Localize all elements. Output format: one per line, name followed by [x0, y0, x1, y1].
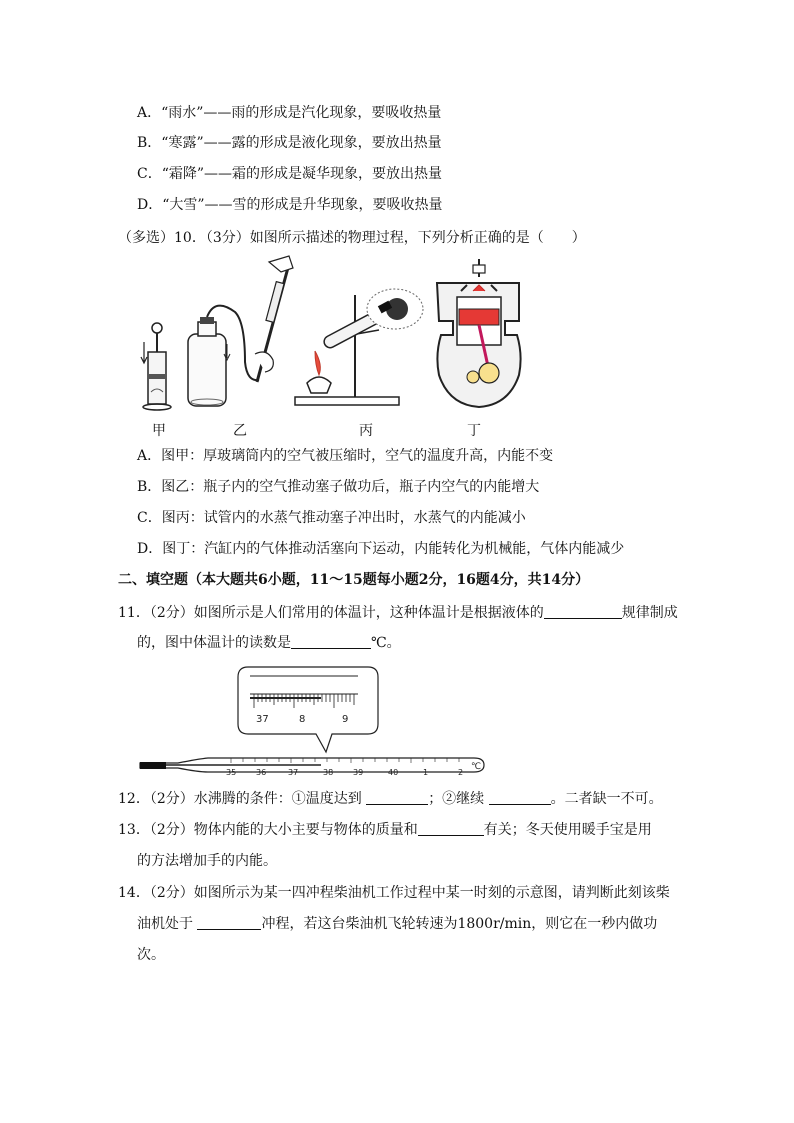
q11-line2 [137, 634, 401, 652]
q10-option-a: A．图甲：厚玻璃筒内的空气被压缩时，空气的温度升高，内能不变 [137, 448, 554, 464]
q12-line [118, 790, 663, 808]
scale-tick-1: 1 [423, 768, 429, 777]
q14-line3: 次。 [137, 947, 165, 963]
q11-line1 [118, 604, 678, 622]
q14-text-b1: 油机处于 [137, 916, 193, 932]
zoom-tick-37: 37 [256, 714, 269, 725]
q14-line1: 14．（2分）如图所示为某一四冲程柴油机工作过程中某一时刻的示意图，请判断此刻该柴 [118, 885, 670, 901]
q12-blank-1[interactable] [366, 790, 428, 805]
q13-line1 [118, 821, 652, 839]
q11-blank-1[interactable] [544, 604, 622, 619]
q12-blank-2[interactable] [489, 790, 551, 805]
q9-option-a: A．“雨水”——雨的形成是汽化现象，要吸收热量 [137, 105, 442, 121]
q14-blank-1[interactable] [197, 915, 261, 930]
zoom-tick-39: 9 [342, 714, 349, 725]
q10-option-b: B．图乙：瓶子内的空气推动塞子做功后，瓶子内空气的内能增大 [137, 479, 540, 495]
q9-option-c: C．“霜降”——霜的形成是凝华现象，要放出热量 [137, 166, 443, 182]
q9-option-b: B．“寒露”——露的形成是液化现象，要放出热量 [137, 135, 442, 151]
q11-text-b: 规律制成 [621, 605, 678, 621]
q10-stem: （多选）10．（3分）如图所示描述的物理过程，下列分析正确的是（ ） [118, 230, 586, 246]
scale-tick-37: 37 [288, 768, 299, 777]
q11-text-c: 的，图中体温计的读数是 [137, 635, 291, 651]
figure-label-yi: 乙 [233, 423, 247, 439]
figure-jia-compression-cylinder [140, 322, 180, 412]
q9-option-d: D．“大雪”——雪的形成是升华现象，要吸收热量 [137, 197, 443, 213]
scale-tick-40: 40 [388, 768, 399, 777]
figure-bing-test-tube-burner [293, 275, 433, 410]
scale-tick-38: 38 [323, 768, 334, 777]
q13-blank-1[interactable] [418, 821, 484, 836]
q11-text-d: ℃。 [371, 635, 401, 651]
figure-label-ding: 丁 [467, 423, 481, 439]
scale-tick-39: 39 [353, 768, 364, 777]
section-heading-fill-in: 二、填空题（本大题共6小题，11～15题每小题2分，16题4分，共14分） [118, 572, 590, 588]
q13-text-b: 有关；冬天使用暖手宝是用 [483, 822, 652, 838]
q11-blank-2[interactable] [291, 634, 371, 649]
q12-text-b: ；②继续 [428, 791, 485, 807]
figure-label-jia: 甲 [152, 423, 166, 439]
q13-line2: 的方法增加手的内能。 [137, 853, 277, 869]
figure-label-bing: 丙 [359, 423, 373, 439]
scale-tick-2: 2 [458, 768, 464, 777]
q11-text-a: 11．（2分）如图所示是人们常用的体温计，这种体温计是根据液体的 [118, 605, 544, 621]
thermometer-figure [138, 664, 488, 780]
q10-option-d: D．图丁：汽缸内的气体推动活塞向下运动，内能转化为机械能，气体内能减少 [137, 541, 625, 557]
zoom-tick-38: 8 [299, 714, 306, 725]
figure-ding-engine-cylinder [433, 255, 525, 411]
figure-yi-bottle-pump [185, 262, 295, 412]
q10-option-c: C．图丙：试管内的水蒸气推动塞子冲出时，水蒸气的内能减小 [137, 510, 526, 526]
q13-text-a: 13．（2分）物体内能的大小主要与物体的质量和 [118, 822, 418, 838]
q12-text-c: 。二者缺一不可。 [550, 791, 663, 807]
q14-text-b2: 冲程，若这台柴油机飞轮转速为1800r/min，则它在一秒内做功 [261, 916, 658, 932]
scale-tick-36: 36 [256, 768, 267, 777]
q14-line2 [137, 915, 657, 933]
scale-tick-35: 35 [226, 768, 237, 777]
q12-text-a: 12．（2分）水沸腾的条件：①温度达到 [118, 791, 362, 807]
thermometer-unit: ℃ [471, 762, 482, 772]
